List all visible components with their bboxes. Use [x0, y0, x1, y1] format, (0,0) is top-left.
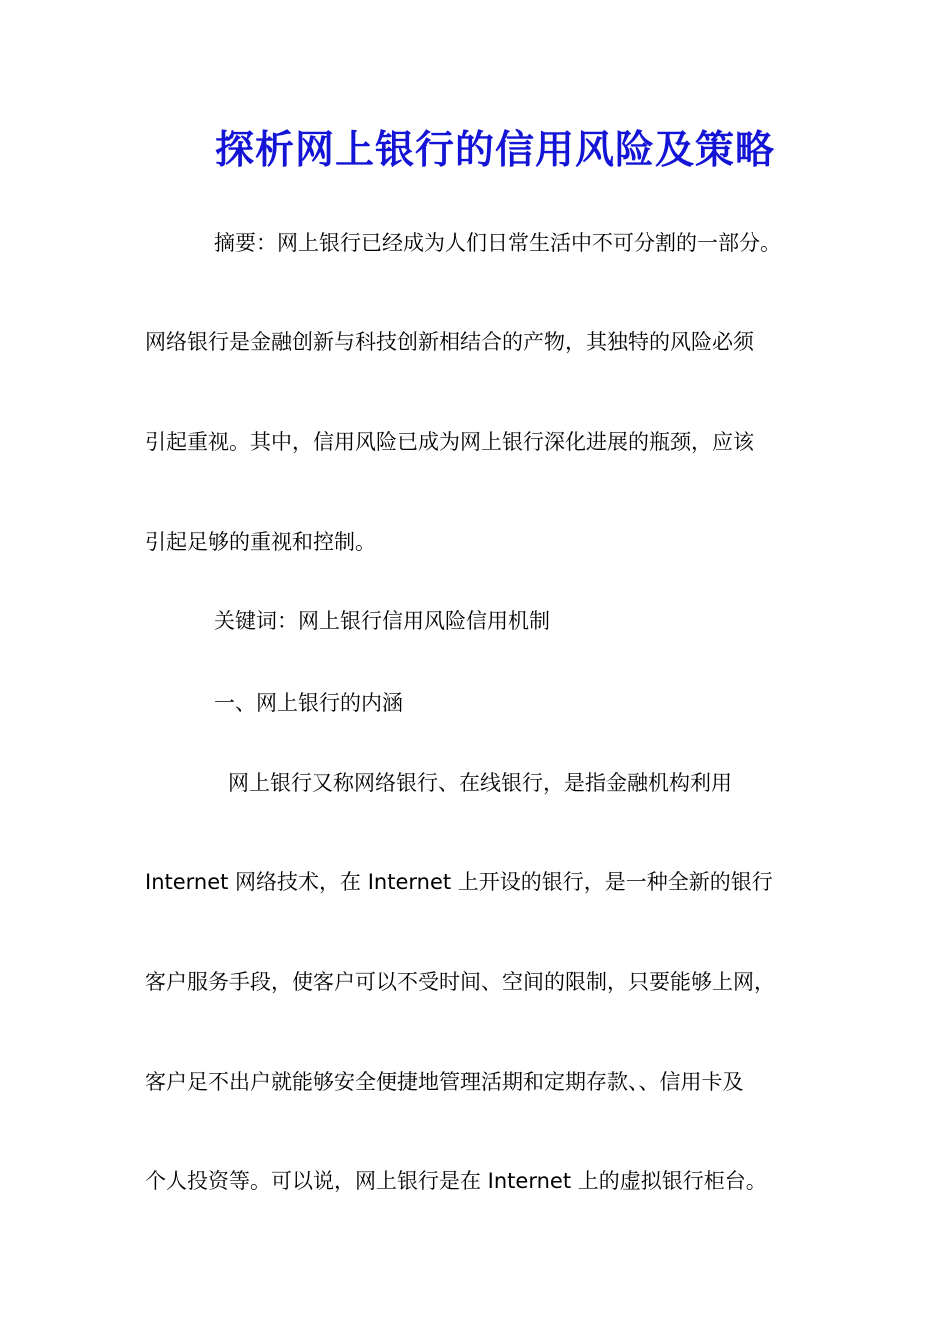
paragraph-line-2: Internet 网络技术，在 Internet 上开设的银行，是一种全新的银行: [145, 870, 773, 894]
paragraph-line-4: 客户足不出户就能够安全便捷地管理活期和定期存款、、信用卡及: [145, 1070, 744, 1094]
abstract-line-3: 引起重视。其中，信用风险已成为网上银行深化进展的瓶颈，应该: [145, 430, 754, 454]
paragraph-line-1: 网上银行又称网络银行、在线银行，是指金融机构利用: [228, 771, 732, 795]
abstract-line-4: 引起足够的重视和控制。: [145, 530, 376, 554]
abstract-line-1: 摘要：网上银行已经成为人们日常生活中不可分割的一部分。: [214, 231, 781, 255]
section-heading-1: 一、网上银行的内涵: [214, 691, 403, 715]
keywords-line: 关键词：网上银行信用风险信用机制: [214, 609, 550, 633]
document-title: 探析网上银行的信用风险及策略: [214, 127, 775, 173]
paragraph-line-5: 个人投资等。可以说，网上银行是在 Internet 上的虚拟银行柜台。: [145, 1169, 767, 1193]
paragraph-line-3: 客户服务手段，使客户可以不受时间、空间的限制，只要能够上网，: [145, 970, 775, 994]
abstract-line-2: 网络银行是金融创新与科技创新相结合的产物，其独特的风险必须: [145, 330, 754, 354]
